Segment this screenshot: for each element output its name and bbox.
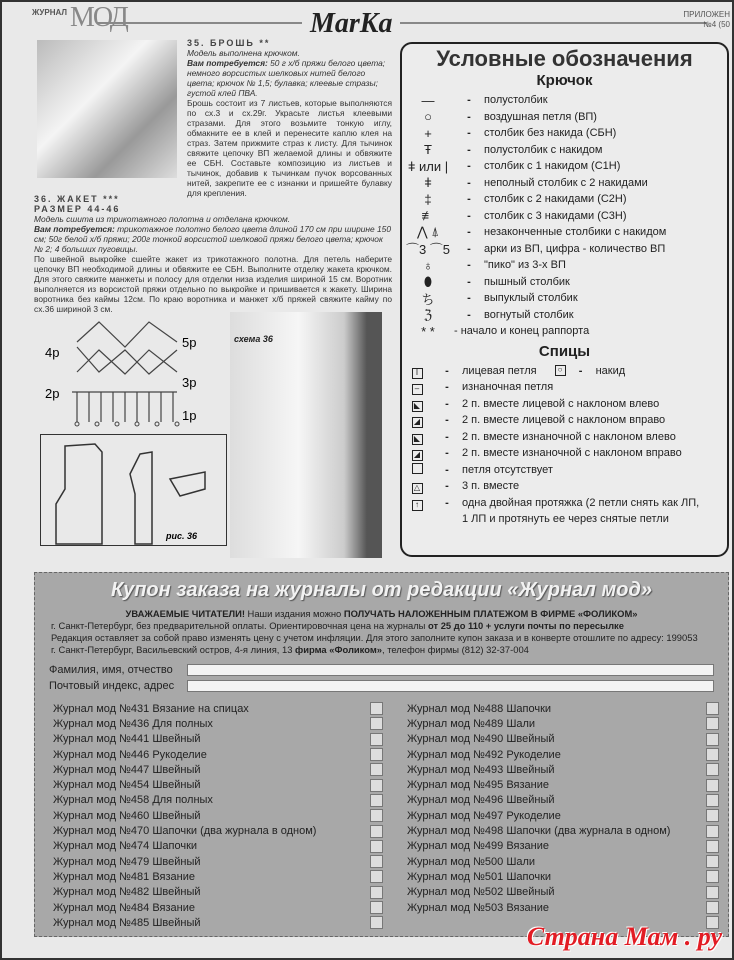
symbol-box: ◢ <box>412 417 423 428</box>
crochet-symbol-icon: ⋀ ⍋ <box>416 224 440 240</box>
legend-text: вогнутый столбик <box>484 308 574 321</box>
legend-text: незаконченные столбики с накидом <box>484 226 667 239</box>
journal-item <box>407 777 719 792</box>
journal-label: Журнал мод №492 Рукоделие <box>407 748 561 761</box>
journal-checkbox[interactable] <box>370 825 383 838</box>
address-label: Почтовый индекс, адрес <box>49 680 175 692</box>
issue-number: №4 (50 <box>703 20 730 29</box>
brooch-body: Брошь состоит из 7 листьев, которые выполняются по сх.3 и сх.29г. Украсьте листья клеевыми стразами. Для этого возьмите тонкую иглу, обмакните ее в клей и перенесите каплю клея на страз. Затем прижмите страз к листу. Для тычинок свяжите цепочку ВП желаемой длины и обвяжите ее СБН. Составьте композицию из листьев и тычинок, добавив к тычинкам пучок ворсованных нитей, закрепите ее с изнанки и пришейте булавку для крепления. <box>187 98 392 198</box>
journal-checkbox[interactable] <box>706 886 719 899</box>
journal-item <box>407 762 719 777</box>
journal-list-right <box>407 701 719 930</box>
journal-label: Журнал мод №484 Вязание <box>53 901 195 914</box>
journal-label: Журнал мод №474 Шапочки <box>53 840 198 853</box>
legend-row <box>402 495 727 512</box>
journal-checkbox[interactable] <box>370 809 383 822</box>
journal-item <box>407 732 719 747</box>
row-label: 5р <box>182 335 197 350</box>
knit-symbol-icon <box>402 429 432 445</box>
journal-label: Журнал мод №454 Швейный <box>53 779 201 792</box>
journal-checkbox[interactable] <box>370 733 383 746</box>
stranamam-watermark: Страна Мам . ру <box>526 922 722 951</box>
pattern-drawing <box>40 434 228 546</box>
journal-item <box>407 701 719 716</box>
legend-text: 3 п. вместе <box>462 480 520 493</box>
name-row <box>35 662 728 678</box>
name-input[interactable] <box>187 664 714 676</box>
legend-row <box>402 224 727 241</box>
legend-text: - начало и конец раппорта <box>454 325 590 338</box>
t: , телефон фирмы (812) 32-37-004 <box>382 644 529 655</box>
journal-checkbox[interactable] <box>370 855 383 868</box>
legend-text: 2 п. вместе лицевой с наклоном вправо <box>462 414 666 427</box>
legend-row <box>402 363 727 380</box>
crochet-symbol-icon: ♁ <box>423 257 433 273</box>
crochet-legend <box>402 92 727 340</box>
t: Наши издания можно <box>244 608 344 619</box>
journal-checkbox[interactable] <box>706 763 719 776</box>
journal-checkbox[interactable] <box>706 779 719 792</box>
jacket-photo <box>230 312 382 558</box>
legend-row <box>402 290 727 307</box>
symbol-box: ◢ <box>412 450 423 461</box>
legend-text: столбик без накида (СБН) <box>484 127 617 140</box>
journal-label: Журнал мод №499 Вязание <box>407 840 549 853</box>
name-label: Фамилия, имя, отчество <box>49 664 173 676</box>
legend-text: 1 ЛП и протянуть ее через снятые петли <box>462 513 669 526</box>
journal-checkbox[interactable] <box>370 763 383 776</box>
crochet-symbol-icon: ≢ <box>421 208 435 224</box>
journal-item <box>407 900 719 915</box>
legend-row <box>402 175 727 192</box>
row-label: 3р <box>182 375 197 390</box>
journal-label: Журнал мод №485 Швейный <box>53 916 201 929</box>
journal-checkbox[interactable] <box>370 779 383 792</box>
legend-text: 2 п. вместе изнаночной с наклоном вправо <box>462 447 682 460</box>
row-label: 4р <box>45 345 60 360</box>
supplement-label <box>683 10 730 30</box>
legend-row <box>402 429 727 446</box>
legend-row <box>402 412 727 429</box>
journal-checkbox[interactable] <box>706 870 719 883</box>
magazine-logo: МОД <box>70 2 127 33</box>
brooch-title: 35. БРОШЬ ** <box>187 38 271 48</box>
journal-item <box>53 915 383 930</box>
legend-text: столбик с 1 накидом (С1Н) <box>484 160 621 173</box>
dash: - <box>467 292 471 305</box>
journal-label: Журнал мод №489 Шали <box>407 717 536 730</box>
dash: - <box>467 242 471 255</box>
symbol-box: ↑ <box>412 500 423 511</box>
journal-checkbox[interactable] <box>706 717 719 730</box>
dash: - <box>445 430 449 443</box>
coupon-p3: Редакция оставляет за собой право изменять цену с учетом инфляции. Для этого заполните купон заказа и в конверте отошлите по адресу: 199053 <box>51 632 698 643</box>
scheme-label: схема 36 <box>234 334 273 344</box>
journal-item <box>407 885 719 900</box>
journal-checkbox[interactable] <box>706 809 719 822</box>
watermark-marka: MarKa <box>302 8 400 40</box>
symbol-box: I <box>412 368 423 379</box>
legend-row <box>402 109 727 126</box>
journal-checkbox[interactable] <box>370 748 383 761</box>
journal-item <box>407 808 719 823</box>
knit-symbol-icon <box>402 495 432 511</box>
legend-row <box>402 445 727 462</box>
coupon-p2 <box>35 620 728 632</box>
journal-item <box>53 854 383 869</box>
jacket-article <box>34 194 392 314</box>
knit-title: Спицы <box>538 342 591 360</box>
journal-checkbox[interactable] <box>370 886 383 899</box>
jacket-intro: Модель сшита из трикотажного полотна и отделана крючком. <box>34 214 291 224</box>
journal-label: Журнал мод №481 Вязание <box>53 870 195 883</box>
crochet-symbol-icon: * * <box>421 323 435 339</box>
journal-item <box>407 747 719 762</box>
journal-item <box>407 716 719 731</box>
row-label: 1р <box>182 408 197 423</box>
brooch-photo <box>37 40 177 178</box>
journal-label: Журнал мод №479 Швейный <box>53 855 201 868</box>
t: от 25 до 110 + услуги почты по пересылке <box>428 620 624 631</box>
journal-checkbox[interactable] <box>370 840 383 853</box>
journal-checkbox[interactable] <box>706 702 719 715</box>
journal-label: Журнал мод №436 Для полных <box>53 717 213 730</box>
journal-label: Журнал мод №503 Вязание <box>407 901 549 914</box>
knit-symbol-icon <box>402 363 432 379</box>
symbol-box <box>412 463 423 474</box>
address-input[interactable] <box>187 680 714 692</box>
journal-item <box>53 747 383 762</box>
legend-row <box>402 241 727 258</box>
knit-symbol-icon <box>402 379 432 395</box>
row-label: 2р <box>45 386 60 401</box>
journal-label: Журнал мод №460 Швейный <box>53 809 201 822</box>
journal-item <box>53 777 383 792</box>
journal-label: Журнал мод №497 Рукоделие <box>407 809 561 822</box>
legend-row <box>402 511 727 528</box>
journal-checkbox[interactable] <box>706 840 719 853</box>
legend-row <box>402 307 727 324</box>
dash: - <box>445 496 449 509</box>
dash: - <box>467 209 471 222</box>
symbol-box: △ <box>412 483 423 494</box>
legend-row <box>402 191 727 208</box>
legend-row <box>402 208 727 225</box>
journal-checkbox[interactable] <box>706 748 719 761</box>
journal-label: Журнал мод №488 Шапочки <box>407 702 552 715</box>
order-coupon <box>34 572 729 937</box>
journal-label: Журнал мод №496 Швейный <box>407 794 555 807</box>
journal-checkbox[interactable] <box>370 702 383 715</box>
dash: - <box>445 364 449 377</box>
legend-title: Условные обозначения <box>436 46 693 71</box>
journal-label: Журнал мод №447 Швейный <box>53 763 201 776</box>
legend-text: накид <box>595 364 626 377</box>
header-rule <box>97 22 707 24</box>
crochet-symbol-icon: ℨ <box>423 306 432 322</box>
dash: - <box>467 127 471 140</box>
crochet-symbol-icon: ǂ <box>424 175 432 191</box>
legend-box <box>400 42 729 557</box>
legend-row <box>402 379 727 396</box>
needs-label: Вам потребуется: <box>187 58 268 68</box>
journal-label: Журнал мод №470 Шапочки (два журнала в одном) <box>53 825 317 838</box>
knit-legend <box>402 363 727 528</box>
legend-text: неполный столбик с 2 накидами <box>484 176 648 189</box>
journal-item <box>407 823 719 838</box>
needs-label: Вам потребуется: <box>34 224 115 234</box>
journal-label: Журнал мод №441 Швейный <box>53 733 201 746</box>
dash: - <box>445 397 449 410</box>
crochet-symbol-icon: ○ <box>424 109 432 125</box>
journal-label: Журнал мод №490 Швейный <box>407 733 555 746</box>
yarn-over-icon: ○ <box>555 365 566 376</box>
legend-text: полустолбик с накидом <box>484 143 603 156</box>
knit-symbol-icon <box>402 445 432 461</box>
crochet-symbol-icon: ‡ <box>424 191 432 207</box>
jacket-title: 36. ЖАКЕТ *** <box>34 194 120 204</box>
crochet-title: Крючок <box>536 72 593 89</box>
legend-row <box>402 92 727 109</box>
legend-row <box>402 142 727 159</box>
journal-item <box>407 869 719 884</box>
legend-text: пышный столбик <box>484 275 570 288</box>
t: фирма «Фоликом» <box>295 644 382 655</box>
brooch-article <box>187 38 392 198</box>
dash: - <box>578 364 583 377</box>
symbol-box: ◣ <box>412 401 423 412</box>
journal-item <box>407 793 719 808</box>
dash: - <box>467 110 471 123</box>
journal-item <box>53 701 383 716</box>
crochet-symbol-icon: ⌒3 ⌒5 <box>405 242 451 258</box>
symbol-box: – <box>412 384 423 395</box>
legend-row <box>402 257 727 274</box>
journal-item <box>53 839 383 854</box>
legend-text: 2 п. вместе изнаночной с наклоном влево <box>462 430 676 443</box>
legend-row <box>402 478 727 495</box>
legend-row <box>402 158 727 175</box>
legend-text: изнаночная петля <box>462 381 554 394</box>
journal-checkbox[interactable] <box>370 794 383 807</box>
legend-text: одна двойная протяжка (2 петли снять как ЛП, <box>462 496 700 509</box>
journal-label: Журнал мод №498 Шапочки (два журнала в одном) <box>407 825 671 838</box>
legend-text: полустолбик <box>484 94 548 107</box>
legend-text: выпуклый столбик <box>484 292 578 305</box>
journal-item <box>53 823 383 838</box>
journal-item <box>53 793 383 808</box>
dash: - <box>445 480 449 493</box>
journal-item <box>407 839 719 854</box>
coupon-title: Купон заказа на журналы от редакции «Журнал мод» <box>111 579 652 601</box>
journal-list-left <box>53 701 383 930</box>
dash: - <box>467 275 471 288</box>
legend-text: столбик с 2 накидами (С2Н) <box>484 193 627 206</box>
legend-text: лицевая петля <box>462 364 537 377</box>
journal-item <box>53 732 383 747</box>
crochet-symbol-icon: ⬮ <box>423 273 433 289</box>
legend-text: "пико" из 3-х ВП <box>484 259 566 272</box>
dash: - <box>467 94 471 107</box>
crochet-symbol-icon: + <box>424 125 432 141</box>
t: г. Санкт-Петербург, Васильевский остров, 4-я линия, 13 <box>51 644 296 655</box>
dash: - <box>467 226 471 239</box>
t: г. Санкт-Петербург, без предварительной оплаты. Ориентировочная цена на журналы <box>51 620 429 631</box>
jacket-body: По швейной выкройке сшейте жакет из трикотажного полотна. Для петель наберите цепочку ВП необходимой длины и обвяжите ее СБН. Выполните отделку жакета крючком. Для этого свяжите манжеты и полосу для отделки низа изделия шириной 15 см. Воротник выполняется из ворсистой пряжи отдельно по выкройке и пришивается к жакету. Ширина воротника без каймы 12см. По краю воротника и манжет х/б пряжей свяжите кайму по сх.36 шириной 3 см. <box>34 254 392 314</box>
jacket-size: РАЗМЕР 44-46 <box>34 204 121 214</box>
dash: - <box>467 176 471 189</box>
journal-label: Журнал мод №446 Рукоделие <box>53 748 207 761</box>
legend-row <box>402 323 727 340</box>
crochet-scheme-36 <box>37 312 227 432</box>
brooch-intro: Модель выполнена крючком. <box>187 48 300 58</box>
journal-item <box>53 900 383 915</box>
journal-item <box>53 885 383 900</box>
supplement-text: ПРИЛОЖЕН <box>683 10 730 19</box>
journal-item <box>53 808 383 823</box>
journal-label: Журнал мод №495 Вязание <box>407 779 549 792</box>
journal-checkbox[interactable] <box>370 916 383 929</box>
journal-checkbox[interactable] <box>370 870 383 883</box>
journal-label: Журнал мод №500 Шали <box>407 855 536 868</box>
journal-label: Журнал мод №493 Швейный <box>407 763 555 776</box>
t: ПОЛУЧАТЬ НАЛОЖЕННЫМ ПЛАТЕЖОМ В ФИРМЕ «ФОЛИКОМ» <box>343 608 638 619</box>
journal-label: Журнал мод №502 Швейный <box>407 886 555 899</box>
dash: - <box>467 308 471 321</box>
journal-item <box>53 716 383 731</box>
journal-checkbox[interactable] <box>370 717 383 730</box>
journal-item <box>53 762 383 777</box>
dash: - <box>445 381 449 394</box>
symbol-box: ◣ <box>412 434 423 445</box>
legend-text: арки из ВП, цифра - количество ВП <box>484 242 666 255</box>
dash: - <box>467 160 471 173</box>
dash: - <box>467 143 471 156</box>
journal-checkbox[interactable] <box>706 733 719 746</box>
crochet-symbol-icon: ち <box>421 291 435 307</box>
journal-label: Журнал мод №458 Для полных <box>53 794 213 807</box>
legend-row <box>402 462 727 479</box>
crochet-symbol-icon: Ŧ <box>424 142 432 158</box>
journal-label: Журнал мод №431 Вязание на спицах <box>53 702 249 715</box>
legend-row <box>402 274 727 291</box>
journal-label: Журнал мод №482 Швейный <box>53 886 201 899</box>
needs-text: 50 г х/б пряжи белого цвета; немного ворсистых шелковых нитей белого цвета; крючок № 1,5; булавка; клеевые стразы; густой клей ПВА. <box>187 58 386 98</box>
journal-checkbox[interactable] <box>706 855 719 868</box>
legend-text: 2 п. вместе лицевой с наклоном влево <box>462 397 660 410</box>
needs-text: трикотажное полотно белого цвета длиной 170 см при ширине 150 см; 50г белой х/б пряжи; 200г тонкой ворсистой шелковой пряжи белого цвета; крючок № 2; 4 больших пуговицы. <box>34 224 391 254</box>
dash: - <box>445 414 449 427</box>
coupon-p1 <box>35 608 728 620</box>
journal-item <box>53 869 383 884</box>
coupon-p4 <box>35 644 728 656</box>
knit-symbol-icon <box>402 462 432 477</box>
t: УВАЖАЕМЫЕ ЧИТАТЕЛИ! <box>125 608 245 619</box>
journal-checkbox[interactable] <box>706 794 719 807</box>
journal-checkbox[interactable] <box>370 901 383 914</box>
legend-row <box>402 396 727 413</box>
legend-text: петля отсутствует <box>462 463 553 476</box>
knit-symbol-icon <box>402 412 432 428</box>
journal-checkbox[interactable] <box>706 901 719 914</box>
address-row <box>35 678 728 694</box>
knit-symbol-icon <box>402 478 432 494</box>
legend-row <box>402 125 727 142</box>
knit-symbol-icon <box>402 396 432 412</box>
dash: - <box>467 193 471 206</box>
journal-label: Журнал мод №501 Шапочки <box>407 870 552 883</box>
legend-text: воздушная петля (ВП) <box>484 110 597 123</box>
journal-item <box>407 854 719 869</box>
figure-label: рис. 36 <box>166 531 198 541</box>
dash: - <box>445 463 449 476</box>
crochet-symbol-icon: ǂ или | <box>407 158 449 174</box>
dash: - <box>467 259 471 272</box>
legend-text: столбик с 3 накидами (С3Н) <box>484 209 627 222</box>
logo-small: ЖУРНАЛ <box>32 8 68 17</box>
crochet-symbol-icon: — <box>421 92 435 108</box>
journal-checkbox[interactable] <box>706 825 719 838</box>
dash: - <box>445 447 449 460</box>
